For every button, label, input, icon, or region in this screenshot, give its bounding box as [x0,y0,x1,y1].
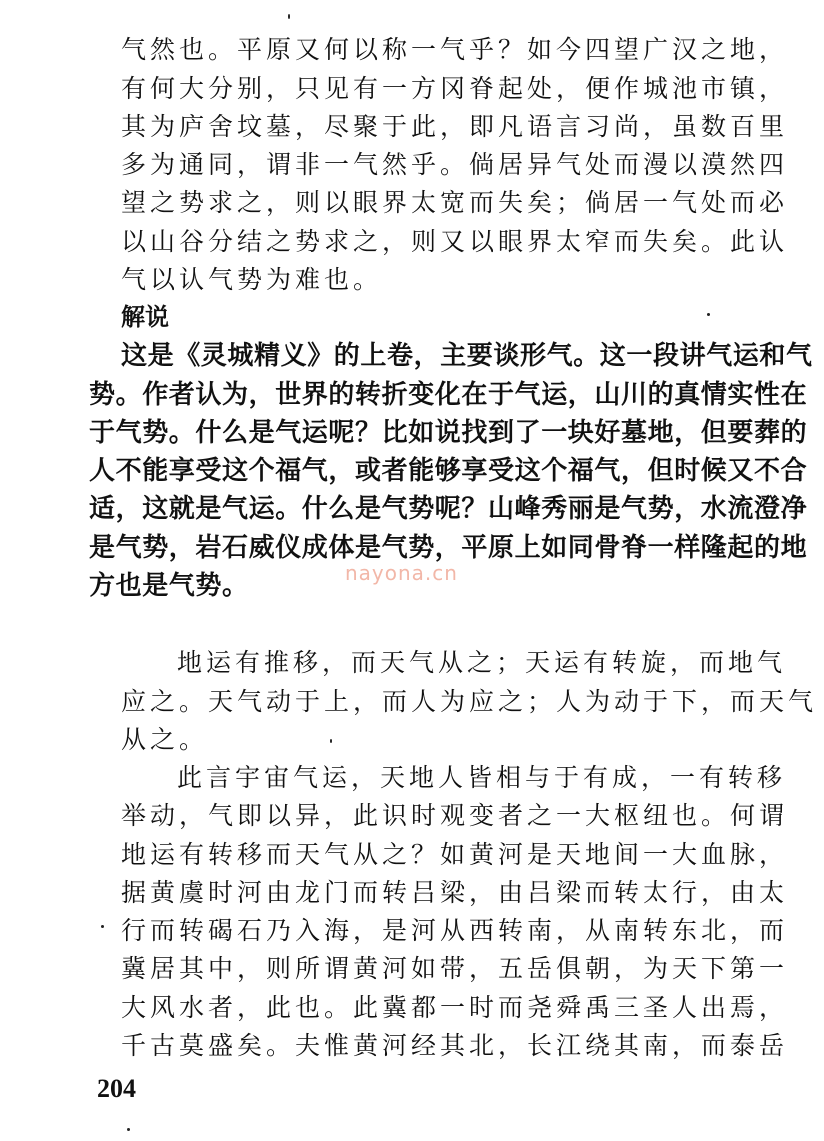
text-line: 大风水者，此也。此冀都一时而尧舜禹三圣人出焉， [121,993,789,1022]
text-line: 从之。 [121,725,209,754]
scan-speck [707,313,710,316]
text-line: 应之。天气动于上，而人为应之；人为动于下，而天气 [121,687,818,716]
text-line: 是气势，岩石威仪成体是气势，平原上如同骨脊一样隆起的地 [89,533,808,563]
commentary-heading: 解说 [121,303,169,331]
text-line: 举动，气即以异，此识时观变者之一大枢纽也。何谓 [121,801,789,830]
text-line: 气以认气势为难也。 [121,265,383,294]
text-line: 有何大分别，只见有一方冈脊起处，便作城池市镇， [121,74,789,103]
text-line: 此言宇宙气运，天地人皆相与于有成，一有转移 [177,763,787,792]
watermark: nayona.cn [345,561,458,585]
text-line: 行而转碣石乃入海，是河从西转南，从南转东北，而 [121,916,789,945]
text-line: 以山谷分结之势求之，则又以眼界太窄而失矣。此认 [121,227,789,256]
page-number: 204 [97,1074,136,1103]
text-line: 地运有推移，而天气从之；天运有转旋，而地气 [177,648,787,677]
text-line: 方也是气势。 [89,571,249,601]
scan-speck [127,1128,130,1131]
text-line: 据黄虞时河由龙门而转吕梁，由吕梁而转太行，由太 [121,878,789,907]
text-line: 多为通同，谓非一气然乎。倘居异气处而漫以漠然四 [121,150,789,179]
scan-speck [330,739,332,743]
text-line: 适，这就是气运。什么是气势呢？山峰秀丽是气势，水流澄净 [89,494,808,524]
text-line: 这是《灵城精义》的上卷，主要谈形气。这一段讲气运和气 [121,341,813,371]
text-line: 冀居其中，则所谓黄河如带，五岳俱朝，为天下第一 [121,954,789,983]
text-line: 地运有转移而天气从之？如黄河是天地间一大血脉， [121,840,789,869]
scan-speck [101,925,104,928]
text-line: 人不能享受这个福气，或者能够享受这个福气，但时候又不合 [89,456,808,486]
text-line: 于气势。什么是气运呢？比如说找到了一块好墓地，但要葬的 [89,418,808,448]
text-line: 势。作者认为，世界的转折变化在于气运，山川的真情实性在 [89,380,808,410]
text-line: 千古莫盛矣。夫惟黄河经其北，长江绕其南，而泰岳 [121,1031,789,1060]
scan-speck [288,14,290,19]
text-line: 其为庐舍坟墓，尽聚于此，即凡语言习尚，虽数百里 [121,112,789,141]
text-line: 望之势求之，则以眼界太宽而失矣；倘居一气处而必 [121,188,789,217]
text-line: 气然也。平原又何以称一气乎？如今四望广汉之地， [121,35,789,64]
